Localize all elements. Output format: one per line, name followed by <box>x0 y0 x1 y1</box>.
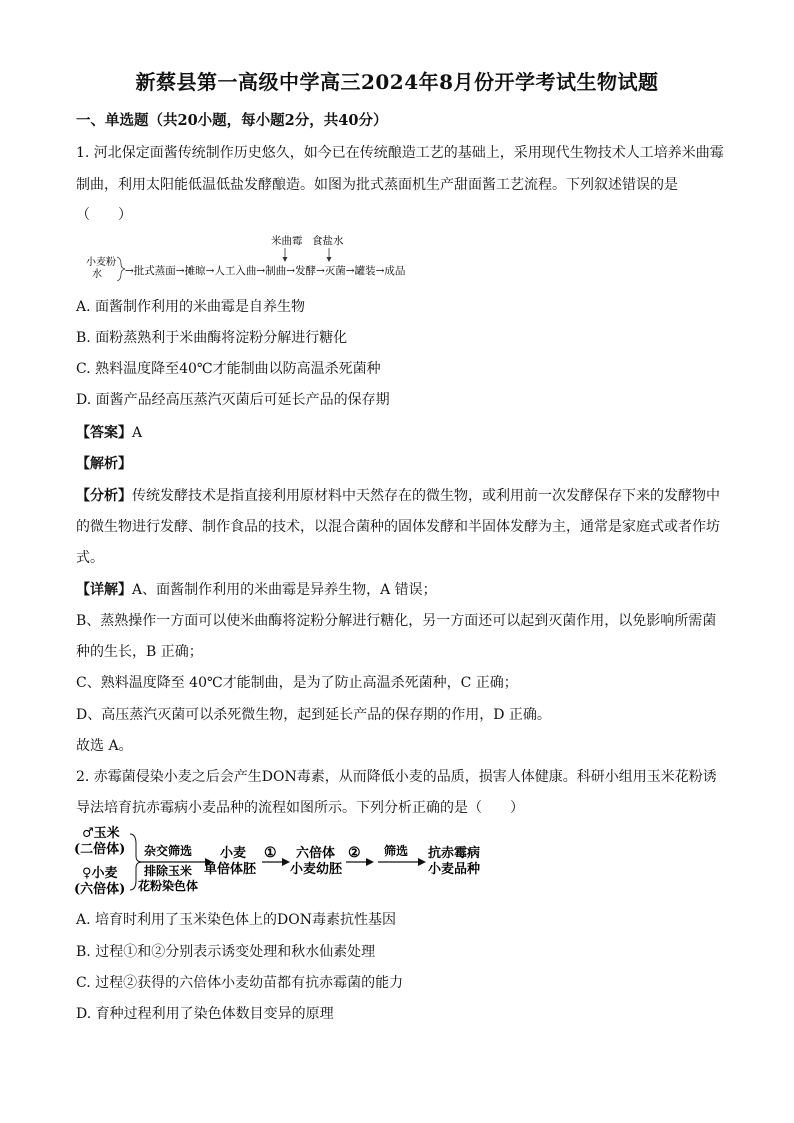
arrow-saltwater-head <box>327 257 332 262</box>
arrow-screen-head <box>418 858 426 866</box>
arrow-process-2-head <box>366 858 374 866</box>
q1-option-d: D. 面酱产品经高压蒸汽灭菌后可延长产品的保存期 <box>76 392 390 408</box>
q1-option-c: C. 熟料温度降至40℃才能制曲以防高温杀死菌种 <box>76 361 381 377</box>
step-screen: 筛选 <box>384 844 409 858</box>
q2-breeding-diagram <box>72 822 502 898</box>
page-title: 新蔡县第一高级中学高三2024年8月份开学考试生物试题 <box>135 70 659 94</box>
q1-fenxi-line-3: 式。 <box>76 550 104 566</box>
flow-label-aspergillus: 米曲霉 <box>271 235 303 247</box>
q2-option-b: B. 过程①和②分别表示诱变处理和秋水仙素处理 <box>76 944 376 960</box>
q1-stem-line-2: 制曲，利用太阳能低温低盐发酵酿造。如图为批式蒸面机生产甜面酱工艺流程。下列叙述错误的是 <box>76 177 678 193</box>
step-hybrid-screen: 杂交筛选 <box>144 844 193 858</box>
q1-detail-line-1 <box>76 579 726 599</box>
q2-option-a: A. 培育时利用了玉米染色体上的DON毒素抗性基因 <box>76 912 396 928</box>
step-exclude-maize: 排除玉米 <box>144 864 193 878</box>
q2-option-c: C. 过程②获得的六倍体小麦幼苗都有抗赤霉菌的能力 <box>76 975 404 991</box>
q1-detail-line-2: B、蒸熟操作一方面可以使米曲酶将淀粉分解进行糖化，另一方面还可以起到灭菌作用，以免影响所需菌 <box>76 613 717 629</box>
flow-input-flour: 小麦粉 <box>86 257 116 268</box>
q1-option-b: B. 面粉蒸熟利于米曲酶将淀粉分解进行糖化 <box>76 330 348 346</box>
arrow-process-1-head <box>282 858 290 866</box>
q2-stem-line-1: 2. 赤霉菌侵染小麦之后会产生DON毒素，从而降低小麦的品质，损害人体健康。科研小组用玉米花粉诱 <box>76 769 717 785</box>
q1-detail-line-6: 故选 A。 <box>76 738 133 754</box>
answer-label: 【答案】 <box>76 425 132 441</box>
process-2: ② <box>348 845 361 861</box>
q1-analysis-heading <box>76 453 726 473</box>
flow-input-brace <box>117 257 125 281</box>
detail-text-1: A、面酱制作利用的米曲霉是异养生物，A 错误； <box>132 582 437 598</box>
parent-maize-ploidy: (二倍体) <box>74 842 126 857</box>
q1-process-flow-diagram <box>84 232 484 282</box>
q1-fenxi-line-1 <box>76 485 726 505</box>
parent-wheat: ♀小麦 <box>82 866 118 881</box>
q1-stem-line-3: （ ） <box>76 207 132 223</box>
step-pollen-chromosome: 花粉染色体 <box>138 879 199 893</box>
node-wheat-embryo: 小麦幼胚 <box>290 862 343 877</box>
q2-option-d: D. 育种过程利用了染色体数目变异的原理 <box>76 1006 334 1022</box>
parent-maize: ♂玉米 <box>82 826 120 841</box>
flow-input-water: 水 <box>92 269 102 280</box>
q1-detail-line-5: D、高压蒸汽灭菌可以杀死微生物，起到延长产品的保存期的作用，D 正确。 <box>76 707 551 723</box>
node-hexaploid: 六倍体 <box>296 846 336 861</box>
result-variety: 小麦品种 <box>428 862 481 877</box>
q1-stem-line-1: 1. 河北保定面酱传统制作历史悠久，如今已在传统酿造工艺的基础上，采用现代生物技术人工培养米曲霉 <box>76 145 724 161</box>
flow-steps: →批式蒸面→摊晾→人工入曲→制曲→发酵→灭菌→罐装→成品 <box>125 265 406 277</box>
flow-label-saltwater: 食盐水 <box>312 235 344 247</box>
process-1: ① <box>264 845 277 861</box>
parent-wheat-ploidy: (六倍体) <box>74 882 126 897</box>
answer-value: A <box>132 425 143 441</box>
q1-fenxi-line-2: 的微生物进行发酵、制作食品的技术，以混合菌种的固体发酵和半固体发酵为主，通常是家庭式或者作坊 <box>76 519 720 535</box>
q1-detail-line-3: 种的生长，B 正确； <box>76 644 203 660</box>
q2-stem-line-2: 导法培育抗赤霉病小麦品种的流程如图所示。下列分析正确的是（ ） <box>76 800 524 816</box>
fenxi-text-1: 传统发酵技术是指直接利用原材料中天然存在的微生物，或利用前一次发酵保存下来的发酵物中 <box>132 488 720 504</box>
detail-label: 【详解】 <box>76 582 132 598</box>
fenxi-label: 【分析】 <box>76 488 132 504</box>
q1-detail-line-4: C、熟料温度降至 40℃才能制曲，是为了防止高温杀死菌种，C 正确； <box>76 675 518 691</box>
node-haploid-embryo: 单倍体胚 <box>204 862 257 877</box>
q1-answer <box>76 422 726 442</box>
section-heading: 一、单选题（共20小题，每小题2分，共40分） <box>76 112 388 129</box>
q1-option-a: A. 面酱制作利用的米曲霉是自养生物 <box>76 299 306 315</box>
node-wheat: 小麦 <box>220 846 247 861</box>
result-resistant: 抗赤霉病 <box>428 846 481 861</box>
arrow-aspergillus-head <box>283 257 288 262</box>
analysis-label: 【解析】 <box>76 456 132 472</box>
